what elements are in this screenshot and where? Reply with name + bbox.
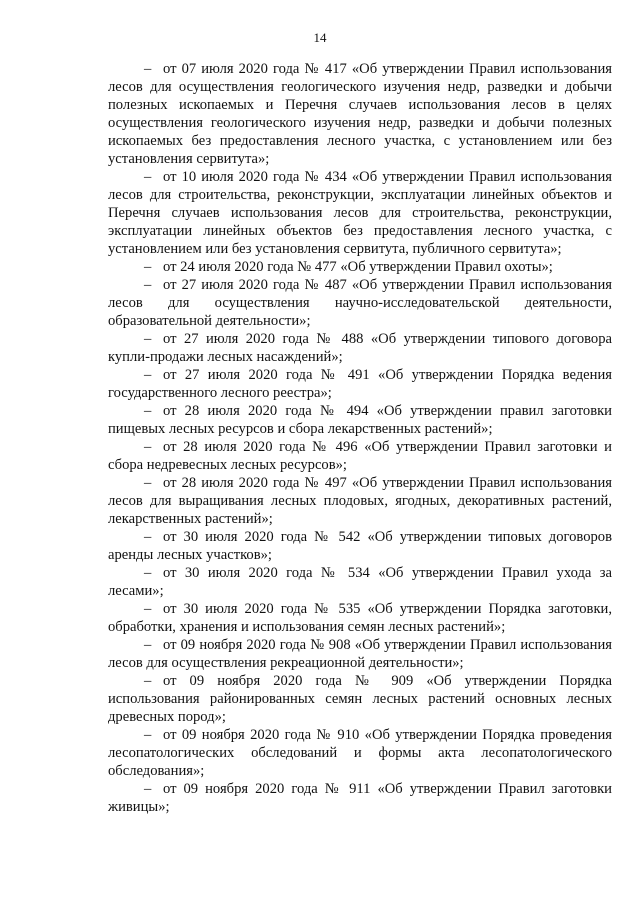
dash-bullet: – [144,781,152,797]
list-item [108,402,612,438]
list-item-text: от 09 ноября 2020 года № 909 «Об утверждении Порядка использования районированных семян лесных растений основных лесных древесных пород»; [108,673,612,725]
dash-bullet: – [144,529,152,545]
list-item-text: от 30 июля 2020 года № 535 «Об утверждении Порядка заготовки, обработки, хранения и использования семян лесных растений»; [108,601,612,635]
list-item [108,330,612,366]
list-item-text: от 09 ноября 2020 года № 908 «Об утверждении Правил использования лесов для осуществления рекреационной деятельности»; [108,637,612,671]
dash-bullet: – [144,673,152,689]
list-item-text: от 09 ноября 2020 года № 910 «Об утверждении Порядка проведения лесопатологических обследований и формы акта лесопатологического обследования»; [108,727,612,779]
list-item [108,564,612,600]
list-item-text: от 10 июля 2020 года № 434 «Об утверждении Правил использования лесов для строительства, реконструкции, эксплуатации линейных объектов и Перечня случаев использования лесов для строительства, реконструкции, эксплуатации линейных объектов без предоставления лесного участка, с установлением или без установления сервитута, публичного сервитута»; [108,169,612,257]
list-item-text: от 27 июля 2020 года № 491 «Об утверждении Порядка ведения государственного лесного реестра»; [108,367,612,401]
dash-bullet: – [144,403,152,419]
dash-bullet: – [144,601,152,617]
list-item [108,474,612,528]
list-item-text: от 30 июля 2020 года № 542 «Об утверждении типовых договоров аренды лесных участков»; [108,529,612,563]
list-item [108,438,612,474]
list-item [108,780,612,816]
list-item-text: от 28 июля 2020 года № 496 «Об утверждении Правил заготовки и сбора недревесных лесных ресурсов»; [108,439,612,473]
list-item-text: от 27 июля 2020 года № 487 «Об утверждении Правил использования лесов для осуществления научно-исследовательской деятельности, образовательной деятельности»; [108,277,612,329]
dash-bullet: – [144,637,152,653]
list-item [108,60,612,168]
list-item-text: от 24 июля 2020 года № 477 «Об утверждении Правил охоты»; [163,259,553,275]
dash-bullet: – [144,259,152,275]
dash-bullet: – [144,727,152,743]
list-item [108,636,612,672]
dash-bullet: – [144,367,152,383]
list-item [108,726,612,780]
list-item-text: от 09 ноября 2020 года № 911 «Об утверждении Правил заготовки живицы»; [108,781,612,815]
list-item [108,672,612,726]
list-item [108,276,612,330]
dash-bullet: – [144,565,152,581]
list-item-text: от 28 июля 2020 года № 494 «Об утверждении правил заготовки пищевых лесных ресурсов и сбора лекарственных растений»; [108,403,612,437]
list-item [108,258,612,276]
list-item-text: от 28 июля 2020 года № 497 «Об утверждении Правил использования лесов для выращивания лесных плодовых, ягодных, декоративных растений, лекарственных растений»; [108,475,612,527]
dash-bullet: – [144,169,152,185]
list-item [108,600,612,636]
dash-bullet: – [144,61,152,77]
list-item-text: от 27 июля 2020 года № 488 «Об утверждении типового договора купли-продажи лесных насаждений»; [108,331,612,365]
order-list [108,60,612,816]
list-item [108,168,612,258]
list-item-text: от 07 июля 2020 года № 417 «Об утверждении Правил использования лесов для осуществления геологического изучения недр, разведки и добычи полезных ископаемых и Перечня случаев использования лесов в целях осуществления геологического изучения недр, разведки и добычи полезных ископаемых без предоставления лесного участка, с установлением или без установления сервитута»; [108,61,612,167]
list-item [108,528,612,564]
dash-bullet: – [144,331,152,347]
dash-bullet: – [144,439,152,455]
list-item [108,366,612,402]
dash-bullet: – [144,475,152,491]
page-number: 14 [313,30,327,45]
list-item-text: от 30 июля 2020 года № 534 «Об утверждении Правил ухода за лесами»; [108,565,612,599]
dash-bullet: – [144,277,152,293]
